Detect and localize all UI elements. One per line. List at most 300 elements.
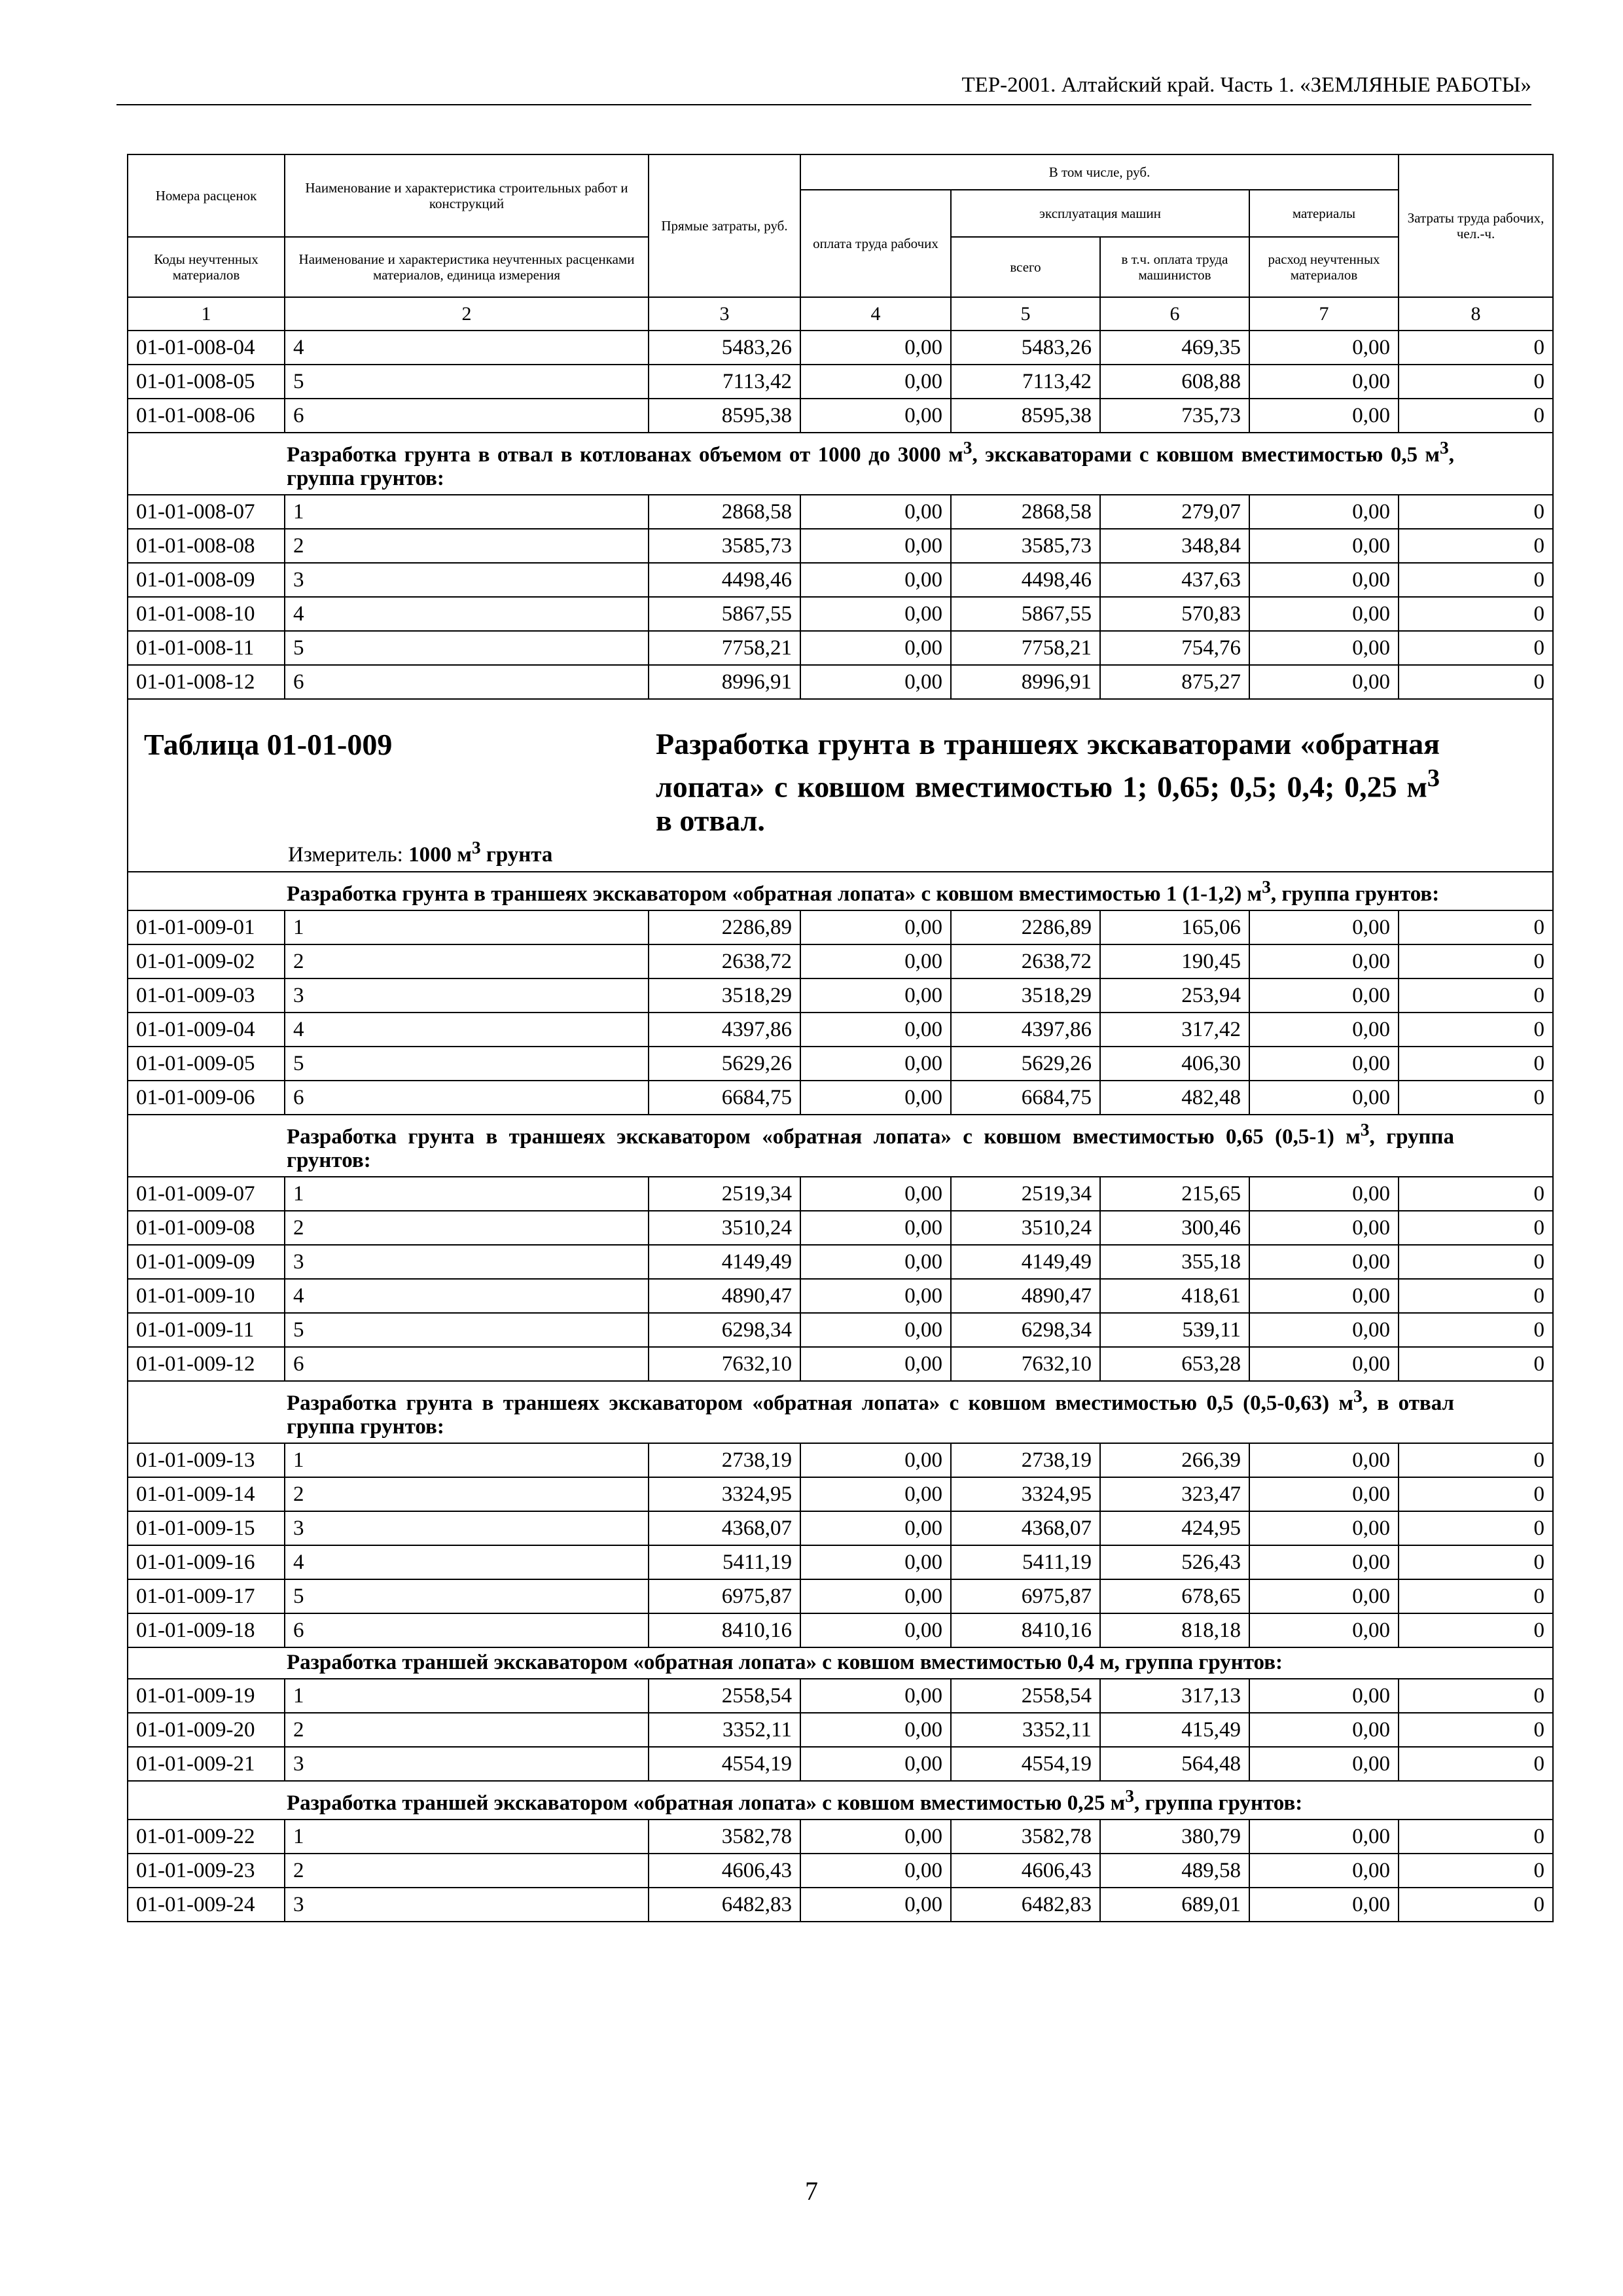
cost-value: 0,00 (1249, 1579, 1399, 1613)
column-number: 3 (649, 297, 800, 331)
table-body (128, 331, 1553, 1922)
section-heading: Разработка траншей экскаватором «обратная лопата» с ковшом вместимостью 0,25 $м^3$, группа грунтов: (128, 1781, 1553, 1820)
cost-value: 6298,34 (649, 1313, 800, 1347)
column-number: 6 (1100, 297, 1249, 331)
cost-value: 0 (1399, 665, 1553, 699)
soil-group: 3 (285, 1747, 649, 1781)
cost-value: 0,00 (1249, 1245, 1399, 1279)
table-row (128, 1347, 1553, 1381)
soil-group: 4 (285, 1279, 649, 1313)
section-heading: Разработка траншей экскаватором «обратная лопата» с ковшом вместимостью 0,4 м, группа грунтов: (128, 1647, 1553, 1679)
cost-value: 3352,11 (649, 1713, 800, 1747)
cost-value: 2519,34 (951, 1177, 1100, 1211)
cost-value: 0,00 (1249, 1511, 1399, 1545)
cost-value: 317,42 (1100, 1013, 1249, 1047)
cost-value: 0,00 (800, 1511, 951, 1545)
table-row (128, 1679, 1553, 1713)
cost-value: 6684,75 (951, 1081, 1100, 1115)
cost-value: 2638,72 (951, 944, 1100, 978)
cost-value: 0,00 (800, 1245, 951, 1279)
head-material-use: расход неучтенных материалов (1249, 237, 1399, 297)
table-description: Разработка грунта в траншеях экскаваторами «обратная лопата» с ковшом вместимостью 1; 0,65; 0,5; 0,4; 0,25 $м^3$ в отвал. (656, 727, 1440, 838)
section-heading: Разработка грунта в траншеях экскаватором «обратная лопата» с ковшом вместимостью 0,5 (0,5-0,63) $м^3$, в отвал группа грунтов: (128, 1381, 1553, 1443)
cost-value: 608,88 (1100, 365, 1249, 399)
soil-group: 1 (285, 1443, 649, 1477)
table-row (128, 1245, 1553, 1279)
cost-value: 875,27 (1100, 665, 1249, 699)
table-caption-row (128, 699, 1553, 872)
soil-group: 2 (285, 529, 649, 563)
head-machinist-pay: в т.ч. оплата труда машинистов (1100, 237, 1249, 297)
cost-value: 0 (1399, 1313, 1553, 1347)
cost-value: 0 (1399, 1545, 1553, 1579)
cost-value: 653,28 (1100, 1347, 1249, 1381)
soil-group: 1 (285, 1177, 649, 1211)
cost-value: 8410,16 (649, 1613, 800, 1647)
rate-code: 01-01-009-02 (128, 944, 285, 978)
table-row (128, 1279, 1553, 1313)
cost-value: 0,00 (800, 495, 951, 529)
table-row (128, 1177, 1553, 1211)
page-number: 7 (805, 2176, 818, 2206)
table-row (128, 597, 1553, 631)
cost-value: 4397,86 (951, 1013, 1100, 1047)
rate-code: 01-01-008-05 (128, 365, 285, 399)
cost-value: 279,07 (1100, 495, 1249, 529)
rate-code: 01-01-009-07 (128, 1177, 285, 1211)
table-row (128, 944, 1553, 978)
cost-value: 3585,73 (649, 529, 800, 563)
section-heading-row (128, 872, 1553, 910)
cost-value: 8595,38 (951, 399, 1100, 433)
soil-group: 1 (285, 495, 649, 529)
soil-group: 6 (285, 1347, 649, 1381)
cost-value: 8410,16 (951, 1613, 1100, 1647)
soil-group: 5 (285, 1047, 649, 1081)
cost-value: 0 (1399, 631, 1553, 665)
soil-group: 4 (285, 1545, 649, 1579)
soil-group: 3 (285, 563, 649, 597)
cost-value: 0,00 (800, 1047, 951, 1081)
cost-value: 0,00 (800, 1279, 951, 1313)
table-row (128, 665, 1553, 699)
cost-value: 0 (1399, 1820, 1553, 1854)
soil-group: 6 (285, 665, 649, 699)
cost-value: 4554,19 (649, 1747, 800, 1781)
cost-value: 0,00 (1249, 1279, 1399, 1313)
cost-value: 0,00 (1249, 978, 1399, 1013)
cost-value: 689,01 (1100, 1888, 1249, 1922)
cost-value: 4554,19 (951, 1747, 1100, 1781)
rate-code: 01-01-009-23 (128, 1854, 285, 1888)
cost-value: 564,48 (1100, 1747, 1249, 1781)
table-row (128, 529, 1553, 563)
cost-value: 0,00 (800, 1820, 951, 1854)
cost-value: 8595,38 (649, 399, 800, 433)
cost-value: 266,39 (1100, 1443, 1249, 1477)
cost-value: 424,95 (1100, 1511, 1249, 1545)
cost-value: 3324,95 (649, 1477, 800, 1511)
cost-value: 0,00 (1249, 563, 1399, 597)
column-number: 2 (285, 297, 649, 331)
rate-code: 01-01-008-06 (128, 399, 285, 433)
cost-value: 0,00 (1249, 1313, 1399, 1347)
cost-value: 0 (1399, 399, 1553, 433)
cost-value: 4498,46 (649, 563, 800, 597)
soil-group: 4 (285, 1013, 649, 1047)
rate-code: 01-01-008-11 (128, 631, 285, 665)
cost-value: 4397,86 (649, 1013, 800, 1047)
table-head (128, 154, 1553, 331)
cost-value: 0,00 (800, 1888, 951, 1922)
cost-value: 2286,89 (951, 910, 1100, 944)
head-machines: эксплуатация машин (951, 190, 1249, 237)
soil-group: 6 (285, 1613, 649, 1647)
soil-group: 2 (285, 1477, 649, 1511)
cost-value: 4368,07 (951, 1511, 1100, 1545)
cost-value: 7758,21 (649, 631, 800, 665)
section-heading: Разработка грунта в траншеях экскаватором «обратная лопата» с ковшом вместимостью 1 (1-1,2) $м^3$, группа грунтов: (128, 872, 1553, 910)
cost-value: 0,00 (1249, 1081, 1399, 1115)
cost-value: 323,47 (1100, 1477, 1249, 1511)
cost-value: 0,00 (800, 1211, 951, 1245)
table-row (128, 1888, 1553, 1922)
cost-value: 6975,87 (649, 1579, 800, 1613)
rate-code: 01-01-009-12 (128, 1347, 285, 1381)
section-heading: Разработка грунта в отвал в котлованах объемом от 1000 до 3000 $м^3$, экскаваторами с ковшом вместимостью 0,5 $м^3$, группа грунтов: (128, 433, 1553, 495)
table-row (128, 399, 1553, 433)
rate-code: 01-01-009-20 (128, 1713, 285, 1747)
cost-value: 0,00 (1249, 1854, 1399, 1888)
soil-group: 6 (285, 1081, 649, 1115)
cost-value: 0,00 (1249, 1013, 1399, 1047)
cost-value: 3518,29 (951, 978, 1100, 1013)
rate-code: 01-01-008-12 (128, 665, 285, 699)
cost-value: 0,00 (1249, 1477, 1399, 1511)
cost-value: 0 (1399, 910, 1553, 944)
rate-code: 01-01-009-03 (128, 978, 285, 1013)
cost-value: 0,00 (800, 631, 951, 665)
cost-value: 0,00 (800, 1081, 951, 1115)
cost-value: 0 (1399, 1511, 1553, 1545)
cost-value: 489,58 (1100, 1854, 1249, 1888)
cost-value: 6482,83 (951, 1888, 1100, 1922)
soil-group: 5 (285, 631, 649, 665)
section-heading-row (128, 1781, 1553, 1820)
cost-value: 0,00 (1249, 1545, 1399, 1579)
cost-value: 0 (1399, 331, 1553, 365)
column-number: 8 (1399, 297, 1553, 331)
cost-value: 0 (1399, 1279, 1553, 1313)
soil-group: 5 (285, 1579, 649, 1613)
running-header: ТЕР-2001. Алтайский край. Часть 1. «ЗЕМЛЯНЫЕ РАБОТЫ» (116, 73, 1531, 105)
cost-value: 3510,24 (649, 1211, 800, 1245)
rates-table (127, 154, 1554, 1922)
cost-value: 0 (1399, 1047, 1553, 1081)
cost-value: 0,00 (800, 1747, 951, 1781)
soil-group: 3 (285, 1888, 649, 1922)
cost-value: 253,94 (1100, 978, 1249, 1013)
cost-value: 0,00 (1249, 631, 1399, 665)
cost-value: 0,00 (800, 665, 951, 699)
cost-value: 526,43 (1100, 1545, 1249, 1579)
cost-value: 0,00 (800, 529, 951, 563)
rate-code: 01-01-009-22 (128, 1820, 285, 1854)
table-row (128, 331, 1553, 365)
table-row (128, 1579, 1553, 1613)
cost-value: 735,73 (1100, 399, 1249, 433)
table-row (128, 1854, 1553, 1888)
head-including: В том числе, руб. (800, 154, 1399, 190)
table-row (128, 1047, 1553, 1081)
cost-value: 2638,72 (649, 944, 800, 978)
table-row (128, 1511, 1553, 1545)
rate-code: 01-01-009-01 (128, 910, 285, 944)
cost-value: 0,00 (1249, 597, 1399, 631)
cost-value: 3510,24 (951, 1211, 1100, 1245)
cost-value: 0,00 (800, 1013, 951, 1047)
cost-value: 0,00 (800, 1854, 951, 1888)
column-number: 4 (800, 297, 951, 331)
head-materials: материалы (1249, 190, 1399, 237)
cost-value: 2738,19 (649, 1443, 800, 1477)
cost-value: 818,18 (1100, 1613, 1249, 1647)
cost-value: 0,00 (800, 365, 951, 399)
cost-value: 190,45 (1100, 944, 1249, 978)
cost-value: 0,00 (1249, 1047, 1399, 1081)
cost-value: 0 (1399, 1013, 1553, 1047)
rate-code: 01-01-009-05 (128, 1047, 285, 1081)
cost-value: 0 (1399, 1081, 1553, 1115)
rate-code: 01-01-009-16 (128, 1545, 285, 1579)
cost-value: 5483,26 (649, 331, 800, 365)
cost-value: 5411,19 (649, 1545, 800, 1579)
cost-value: 0,00 (1249, 1211, 1399, 1245)
cost-value: 7632,10 (951, 1347, 1100, 1381)
cost-value: 0 (1399, 365, 1553, 399)
cost-value: 0,00 (1249, 665, 1399, 699)
cost-value: 0,00 (800, 1713, 951, 1747)
cost-value: 165,06 (1100, 910, 1249, 944)
head-material-names: Наименование и характеристика неучтенных расценками материалов, единица измерения (285, 237, 649, 297)
section-heading-row (128, 1115, 1553, 1177)
cost-value: 215,65 (1100, 1177, 1249, 1211)
soil-group: 3 (285, 978, 649, 1013)
cost-value: 2868,58 (951, 495, 1100, 529)
cost-value: 3582,78 (951, 1820, 1100, 1854)
rate-code: 01-01-009-15 (128, 1511, 285, 1545)
cost-value: 0 (1399, 1347, 1553, 1381)
cost-value: 6684,75 (649, 1081, 800, 1115)
table-row (128, 495, 1553, 529)
cost-value: 4368,07 (649, 1511, 800, 1545)
cost-value: 7113,42 (951, 365, 1100, 399)
cost-value: 0,00 (800, 1477, 951, 1511)
soil-group: 2 (285, 1211, 649, 1245)
column-numbers-row (128, 297, 1553, 331)
cost-value: 0,00 (1249, 1747, 1399, 1781)
table-row (128, 1477, 1553, 1511)
cost-value: 2738,19 (951, 1443, 1100, 1477)
table-number-title: Таблица 01-01-009 (144, 728, 393, 761)
cost-value: 0,00 (1249, 944, 1399, 978)
cost-value: 0 (1399, 1679, 1553, 1713)
cost-value: 0,00 (800, 944, 951, 978)
head-worker-pay: оплата труда рабочих (800, 190, 951, 297)
rate-code: 01-01-008-09 (128, 563, 285, 597)
cost-value: 6975,87 (951, 1579, 1100, 1613)
cost-value: 0,00 (800, 399, 951, 433)
cost-value: 0 (1399, 597, 1553, 631)
cost-value: 8996,91 (951, 665, 1100, 699)
soil-group: 2 (285, 1713, 649, 1747)
cost-value: 2519,34 (649, 1177, 800, 1211)
cost-value: 0,00 (1249, 331, 1399, 365)
rate-code: 01-01-008-08 (128, 529, 285, 563)
cost-value: 0 (1399, 1888, 1553, 1922)
rates-table-container (127, 154, 1545, 1922)
cost-value: 0,00 (1249, 529, 1399, 563)
cost-value: 0 (1399, 1211, 1553, 1245)
cost-value: 0,00 (1249, 1177, 1399, 1211)
cost-value: 348,84 (1100, 529, 1249, 563)
rate-code: 01-01-009-06 (128, 1081, 285, 1115)
cost-value: 5629,26 (649, 1047, 800, 1081)
cost-value: 4606,43 (649, 1854, 800, 1888)
column-number: 1 (128, 297, 285, 331)
rate-code: 01-01-008-10 (128, 597, 285, 631)
soil-group: 4 (285, 597, 649, 631)
cost-value: 0,00 (800, 1177, 951, 1211)
cost-value: 3352,11 (951, 1713, 1100, 1747)
cost-value: 4149,49 (649, 1245, 800, 1279)
cost-value: 0 (1399, 1854, 1553, 1888)
cost-value: 0,00 (800, 331, 951, 365)
cost-value: 469,35 (1100, 331, 1249, 365)
table-row (128, 1545, 1553, 1579)
table-row (128, 1747, 1553, 1781)
cost-value: 0,00 (800, 1443, 951, 1477)
cost-value: 0,00 (1249, 1713, 1399, 1747)
cost-value: 0,00 (800, 597, 951, 631)
cost-value: 3324,95 (951, 1477, 1100, 1511)
cost-value: 0,00 (1249, 1888, 1399, 1922)
section-heading-row (128, 1647, 1553, 1679)
cost-value: 0 (1399, 978, 1553, 1013)
cost-value: 415,49 (1100, 1713, 1249, 1747)
head-direct-costs: Прямые затраты, руб. (649, 154, 800, 297)
rate-code: 01-01-009-14 (128, 1477, 285, 1511)
cost-value: 0 (1399, 1177, 1553, 1211)
cost-value: 3582,78 (649, 1820, 800, 1854)
table-row (128, 1713, 1553, 1747)
soil-group: 1 (285, 910, 649, 944)
head-labor-hours: Затраты труда рабочих, чел.-ч. (1399, 154, 1553, 297)
cost-value: 380,79 (1100, 1820, 1249, 1854)
cost-value: 0 (1399, 1443, 1553, 1477)
cost-value: 754,76 (1100, 631, 1249, 665)
cost-value: 5411,19 (951, 1545, 1100, 1579)
rate-code: 01-01-009-24 (128, 1888, 285, 1922)
cost-value: 0 (1399, 1713, 1553, 1747)
soil-group: 5 (285, 1313, 649, 1347)
cost-value: 2286,89 (649, 910, 800, 944)
soil-group: 1 (285, 1679, 649, 1713)
table-row (128, 1613, 1553, 1647)
cost-value: 4149,49 (951, 1245, 1100, 1279)
section-heading-row (128, 1381, 1553, 1443)
cost-value: 0 (1399, 1579, 1553, 1613)
soil-group: 4 (285, 331, 649, 365)
cost-value: 5867,55 (649, 597, 800, 631)
head-rate-numbers: Номера расценок (128, 154, 285, 237)
cost-value: 0,00 (800, 563, 951, 597)
cost-value: 5629,26 (951, 1047, 1100, 1081)
cost-value: 539,11 (1100, 1313, 1249, 1347)
cost-value: 0,00 (1249, 1347, 1399, 1381)
rate-code: 01-01-009-21 (128, 1747, 285, 1781)
table-row (128, 1211, 1553, 1245)
cost-value: 418,61 (1100, 1279, 1249, 1313)
cost-value: 0,00 (800, 1347, 951, 1381)
cost-value: 0 (1399, 529, 1553, 563)
cost-value: 0,00 (1249, 1613, 1399, 1647)
cost-value: 0 (1399, 944, 1553, 978)
cost-value: 355,18 (1100, 1245, 1249, 1279)
cost-value: 300,46 (1100, 1211, 1249, 1245)
column-number: 5 (951, 297, 1100, 331)
cost-value: 0,00 (1249, 1820, 1399, 1854)
cost-value: 6298,34 (951, 1313, 1100, 1347)
rate-code: 01-01-009-10 (128, 1279, 285, 1313)
cost-value: 0,00 (1249, 1443, 1399, 1477)
cost-value: 406,30 (1100, 1047, 1249, 1081)
table-row (128, 1081, 1553, 1115)
cost-value: 5867,55 (951, 597, 1100, 631)
cost-value: 570,83 (1100, 597, 1249, 631)
section-heading-row (128, 433, 1553, 495)
soil-group: 6 (285, 399, 649, 433)
cost-value: 437,63 (1100, 563, 1249, 597)
table-row (128, 365, 1553, 399)
cost-value: 0 (1399, 1477, 1553, 1511)
table-row (128, 1013, 1553, 1047)
cost-value: 5483,26 (951, 331, 1100, 365)
cost-value: 0,00 (1249, 365, 1399, 399)
head-work-name: Наименование и характеристика строительных работ и конструкций (285, 154, 649, 237)
cost-value: 7113,42 (649, 365, 800, 399)
soil-group: 3 (285, 1511, 649, 1545)
section-heading: Разработка грунта в траншеях экскаватором «обратная лопата» с ковшом вместимостью 0,65 (0,5-1) $м^3$, группа грунтов: (128, 1115, 1553, 1177)
cost-value: 3585,73 (951, 529, 1100, 563)
cost-value: 0,00 (800, 1613, 951, 1647)
cost-value: 0,00 (800, 978, 951, 1013)
cost-value: 0 (1399, 1747, 1553, 1781)
cost-value: 0 (1399, 563, 1553, 597)
table-row (128, 910, 1553, 944)
cost-value: 0,00 (800, 1545, 951, 1579)
table-row (128, 978, 1553, 1013)
cost-value: 7632,10 (649, 1347, 800, 1381)
cost-value: 0,00 (800, 1579, 951, 1613)
rate-code: 01-01-009-08 (128, 1211, 285, 1245)
soil-group: 2 (285, 1854, 649, 1888)
table-row (128, 1443, 1553, 1477)
rate-code: 01-01-009-04 (128, 1013, 285, 1047)
cost-value: 6482,83 (649, 1888, 800, 1922)
cost-value: 0 (1399, 495, 1553, 529)
head-material-codes: Коды неучтенных материалов (128, 237, 285, 297)
